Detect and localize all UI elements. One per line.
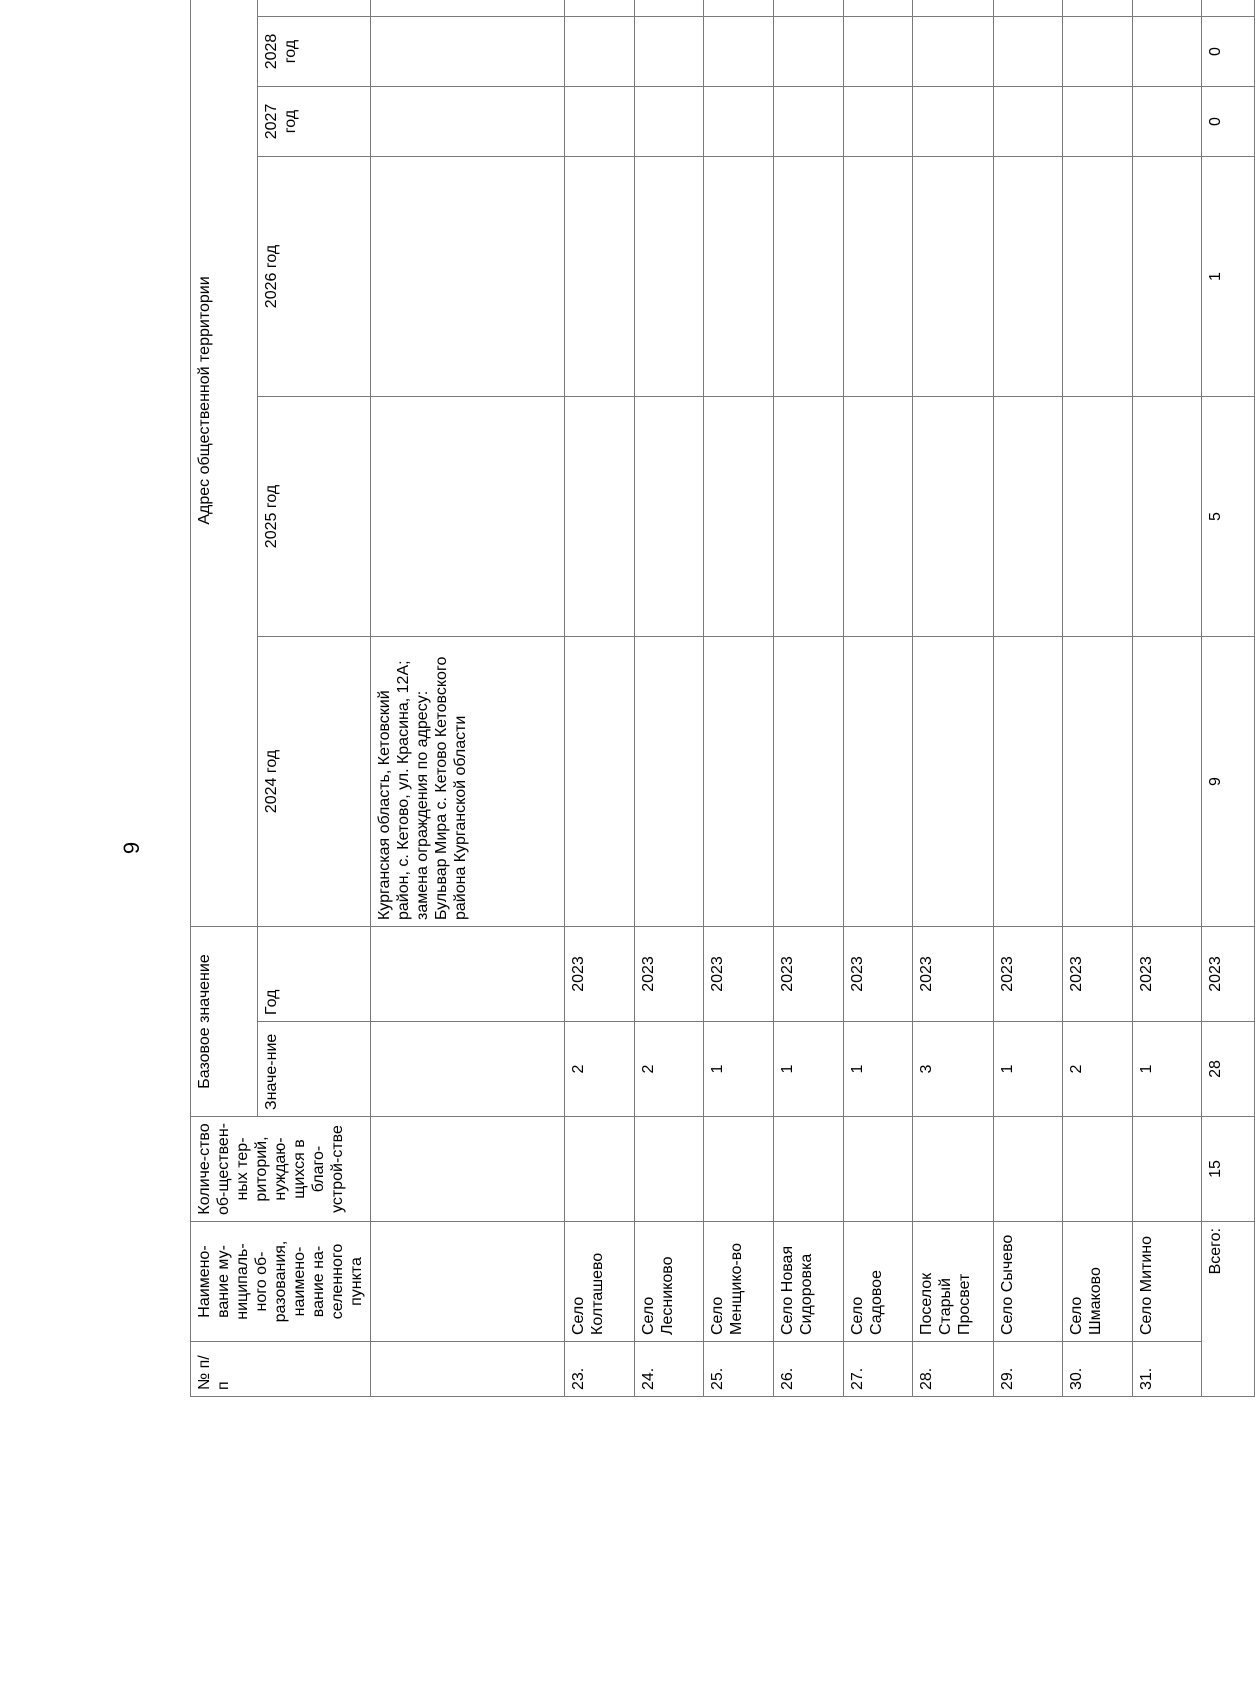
table-row xyxy=(913,0,994,1397)
total-2029 xyxy=(1202,0,1255,17)
header-year-2024: 2024 год xyxy=(258,637,371,927)
total-row xyxy=(1202,0,1255,1397)
row-value: 1 xyxy=(843,1022,913,1117)
row-value: 1 xyxy=(773,1022,843,1117)
header-base-value: Базовое значение xyxy=(191,927,258,1117)
row-value: 3 xyxy=(913,1022,994,1117)
row-name: Село Митино xyxy=(1132,1222,1202,1342)
table-row xyxy=(773,0,843,1397)
header-count: Количе-ство об-ществен-ных тер-риторий, нуждаю-щихся в благо-устрой-стве xyxy=(191,1117,371,1222)
total-2026: 1 xyxy=(1202,157,1255,397)
total-2027: 0 xyxy=(1202,87,1255,157)
row-value: 1 xyxy=(1132,1022,1202,1117)
header-year-2027: 2027 год xyxy=(258,87,371,157)
total-value: 28 xyxy=(1202,1022,1255,1117)
row-name: Село Колташево xyxy=(565,1222,635,1342)
row-year: 2023 xyxy=(993,927,1063,1022)
row-name: Село Сычево xyxy=(993,1222,1063,1342)
row-year: 2023 xyxy=(1132,927,1202,1022)
table-row xyxy=(993,0,1063,1397)
row-year: 2023 xyxy=(913,927,994,1022)
row-year: 2023 xyxy=(634,927,704,1022)
total-label: Всего: xyxy=(1202,1222,1255,1397)
row-num: 25. xyxy=(704,1342,774,1397)
row-year: 2023 xyxy=(843,927,913,1022)
table-row xyxy=(634,0,704,1397)
table-row xyxy=(1132,0,1202,1397)
row-value: 1 xyxy=(704,1022,774,1117)
row-value: 2 xyxy=(565,1022,635,1117)
row-num: 28. xyxy=(913,1342,994,1397)
table-row xyxy=(843,0,913,1397)
total-2028: 0 xyxy=(1202,17,1255,87)
row-num: 24. xyxy=(634,1342,704,1397)
header-address: Адрес общественной территории xyxy=(191,0,258,927)
table-row xyxy=(1063,0,1133,1397)
row-year: 2023 xyxy=(704,927,774,1022)
row-num: 27. xyxy=(843,1342,913,1397)
total-2024: 9 xyxy=(1202,637,1255,927)
row-value: 2 xyxy=(1063,1022,1133,1117)
header-year-2026: 2026 год xyxy=(258,157,371,397)
row-name: Поселок Старый Просвет xyxy=(913,1222,994,1342)
row-year: 2023 xyxy=(565,927,635,1022)
page-number: 9 xyxy=(119,841,144,855)
total-year: 2023 xyxy=(1202,927,1255,1022)
row-num: 31. xyxy=(1132,1342,1202,1397)
header-year-2028: 2028 год xyxy=(258,17,371,87)
header-year-2029 xyxy=(258,0,371,17)
total-2025: 5 xyxy=(1202,397,1255,637)
row-name: Село Лесниково xyxy=(634,1222,704,1342)
total-count: 15 xyxy=(1202,1117,1255,1222)
row-year: 2023 xyxy=(1063,927,1133,1022)
rotated-table-wrapper xyxy=(190,0,1225,1397)
row-name: Село Шмаково xyxy=(1063,1222,1133,1342)
row-name: Село Садовое xyxy=(843,1222,913,1342)
territories-table xyxy=(190,0,1255,1397)
header-year-2025: 2025 год xyxy=(258,397,371,637)
row-num: 30. xyxy=(1063,1342,1133,1397)
row-name: Село Менщико-во xyxy=(704,1222,774,1342)
table-row xyxy=(565,0,635,1397)
row-num: 26. xyxy=(773,1342,843,1397)
row-value: 1 xyxy=(993,1022,1063,1117)
header-base-year-sub: Год xyxy=(258,927,371,1022)
address-2024: Курганская область, Кетовский район, с. Кетово, ул. Красина, 12А; замена ограждения по адресу: Бульвар Мира с. Кетово Кетовского района Курганской области xyxy=(371,637,565,927)
row-year: 2023 xyxy=(773,927,843,1022)
table-row xyxy=(704,0,774,1397)
row-num: 29. xyxy=(993,1342,1063,1397)
header-num: № п/п xyxy=(191,1342,371,1397)
address-row xyxy=(371,0,565,1397)
row-num: 23. xyxy=(565,1342,635,1397)
row-value: 2 xyxy=(634,1022,704,1117)
header-base-value-sub: Значе-ние xyxy=(258,1022,371,1117)
row-name: Село Новая Сидоровка xyxy=(773,1222,843,1342)
header-name: Наимено-вание му-ниципаль-ного об-разования, наимено-вание на-селенного пункта xyxy=(191,1222,371,1342)
